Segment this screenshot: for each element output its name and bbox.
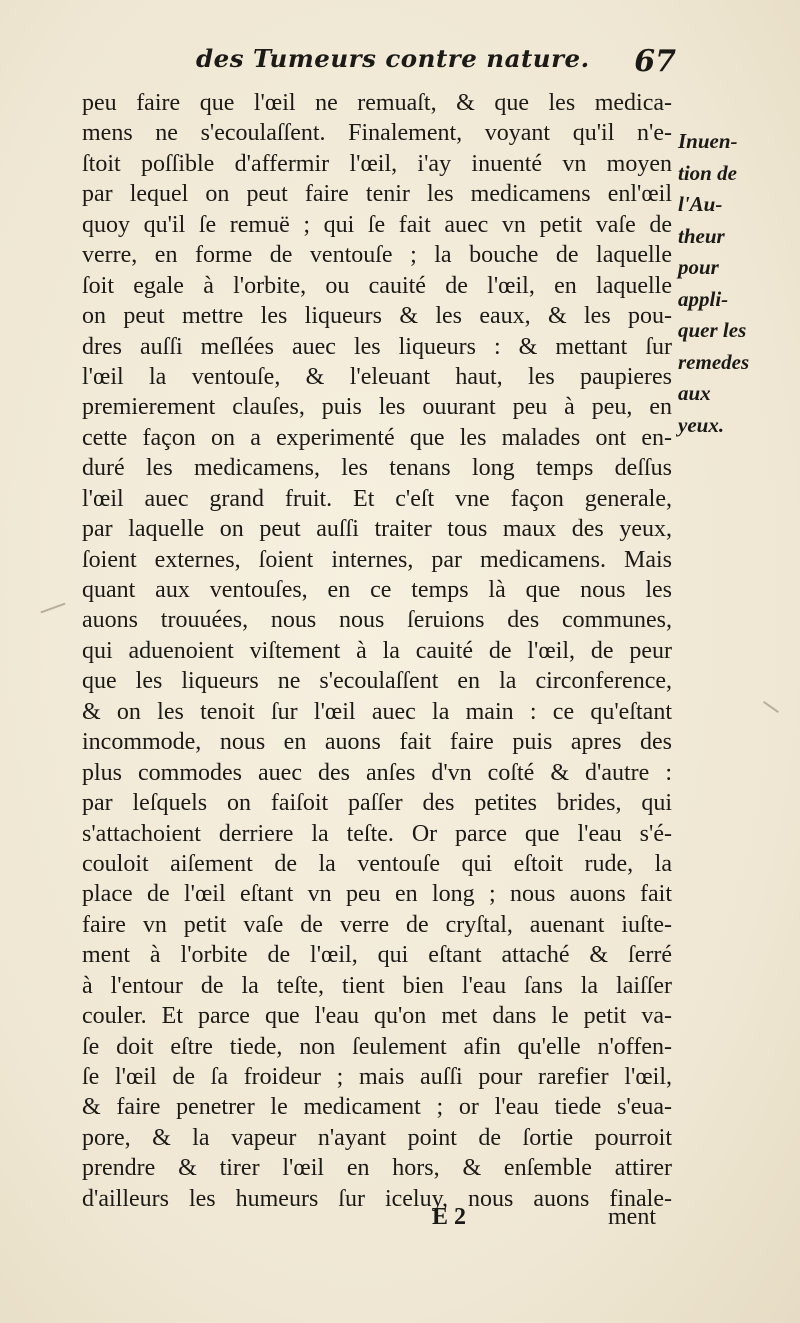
text-line: dres auſſi meſlées auec les liqueurs : & mettant ſur <box>82 333 672 360</box>
text-line: à l'entour de la teſte, tient bien l'eau ſans la laiſſer <box>82 972 672 999</box>
text-line: on peut mettre les liqueurs & les eaux, & les pou- <box>82 303 672 330</box>
text-line: faire vn petit vaſe de verre de cryſtal, auenant iuſte- <box>82 911 672 938</box>
text-line: place de l'œil eſtant vn peu en long ; nous auons fait <box>82 881 672 908</box>
text-line: mens ne s'ecoulaſſent. Finalement, voyant qu'il n'e- <box>82 120 672 147</box>
text-line: ſoient externes, ſoient internes, par medicamens. Mais <box>82 546 672 573</box>
text-line: plus commodes auec des anſes d'vn coſté & d'autre : <box>82 759 672 786</box>
body-text <box>82 88 672 1214</box>
text-line: cette façon on a experimenté que les malades ont en- <box>82 424 672 451</box>
margin-note-line: tion de <box>678 160 737 185</box>
edge-mark-right <box>763 701 779 713</box>
text-line: ſe l'œil de ſa froideur ; mais auſſi pour rarefier l'œil, <box>82 1064 672 1090</box>
margin-note-line: theur <box>678 223 725 248</box>
margin-note-line: aux <box>678 381 711 405</box>
text-line: peu faire que l'œil ne remuaſt, & que les medica- <box>82 90 672 116</box>
margin-note <box>678 126 788 441</box>
running-head: des Tumeurs contre nature. <box>196 44 590 73</box>
text-line: ſtoit poſſible d'affermir l'œil, i'ay inuenté vn moyen <box>82 150 672 177</box>
text-line: incommode, nous en auons fait faire puis apres des <box>82 729 672 756</box>
margin-note-line: remedes <box>678 349 750 374</box>
margin-note-line: pour <box>678 255 719 279</box>
text-line: quant aux ventouſes, en ce temps là que nous les <box>82 577 672 603</box>
text-line: l'œil auec grand fruit. Et c'eſt vne façon generale, <box>82 485 672 512</box>
text-line: qui aduenoient viſtement à la cauité de l'œil, de peur <box>82 637 672 664</box>
text-line: ſe doit eſtre tiede, non ſeulement afin qu'elle n'offen- <box>82 1033 672 1060</box>
text-line: & faire penetrer le medicament ; or l'eau tiede s'eua- <box>82 1094 672 1121</box>
margin-note-line: appli- <box>678 286 729 311</box>
text-line: ſoit egale à l'orbite, ou cauité de l'œil, en laquelle <box>82 272 672 299</box>
text-line: l'œil la ventouſe, & l'eleuant haut, les paupieres <box>82 363 672 390</box>
text-line: quoy qu'il ſe remuë ; qui ſe fait auec vn petit vaſe de <box>82 211 672 238</box>
text-line: par leſquels on faiſoit paſſer des petites brides, qui <box>82 790 672 817</box>
text-line: pore, & la vapeur n'ayant point de ſortie pourroit <box>82 1124 672 1151</box>
margin-note-line: quer les <box>678 318 747 342</box>
text-line: & on les tenoit ſur l'œil auec la main : ce qu'eſtant <box>82 698 672 725</box>
text-line: par lequel on peut faire tenir les medicamens enl'œil <box>82 181 672 208</box>
text-line: d'ailleurs les humeurs ſur iceluy, nous auons finale- <box>82 1185 672 1212</box>
page-number: 67 <box>634 44 676 79</box>
text-line: prendre & tirer l'œil en hors, & enſemble attirer <box>82 1155 672 1182</box>
page-header <box>196 44 676 88</box>
text-line: couler. Et parce que l'eau qu'on met dans le petit va- <box>82 1003 672 1030</box>
margin-note-line: Inuen- <box>678 129 738 153</box>
text-line: verre, en forme de ventouſe ; la bouche de laquelle <box>82 242 672 269</box>
text-line: premierement clauſes, puis les ouurant peu à peu, en <box>82 394 672 421</box>
page-footer <box>82 1204 672 1240</box>
margin-note-line: l'Au- <box>678 192 723 216</box>
signature-mark: E 2 <box>432 1204 467 1230</box>
margin-note-line: yeux. <box>678 412 725 437</box>
text-line: ment à l'orbite de l'œil, qui eſtant attaché & ſerré <box>82 942 672 969</box>
text-line: s'attachoient derriere la teſte. Or parce que l'eau s'é- <box>82 820 672 847</box>
text-line: auons trouuées, nous nous ſeruions des communes, <box>82 607 672 634</box>
catchword: ment <box>608 1204 656 1230</box>
text-line: couloit aiſement de la ventouſe qui eſtoit rude, la <box>82 850 672 877</box>
text-line: duré les medicamens, les tenans long temps deſſus <box>82 455 672 482</box>
text-line: par laquelle on peut auſſi traiter tous maux des yeux, <box>82 516 672 543</box>
edge-mark-left <box>40 603 65 614</box>
text-line: que les liqueurs ne s'ecoulaſſent en la circonference, <box>82 668 672 695</box>
